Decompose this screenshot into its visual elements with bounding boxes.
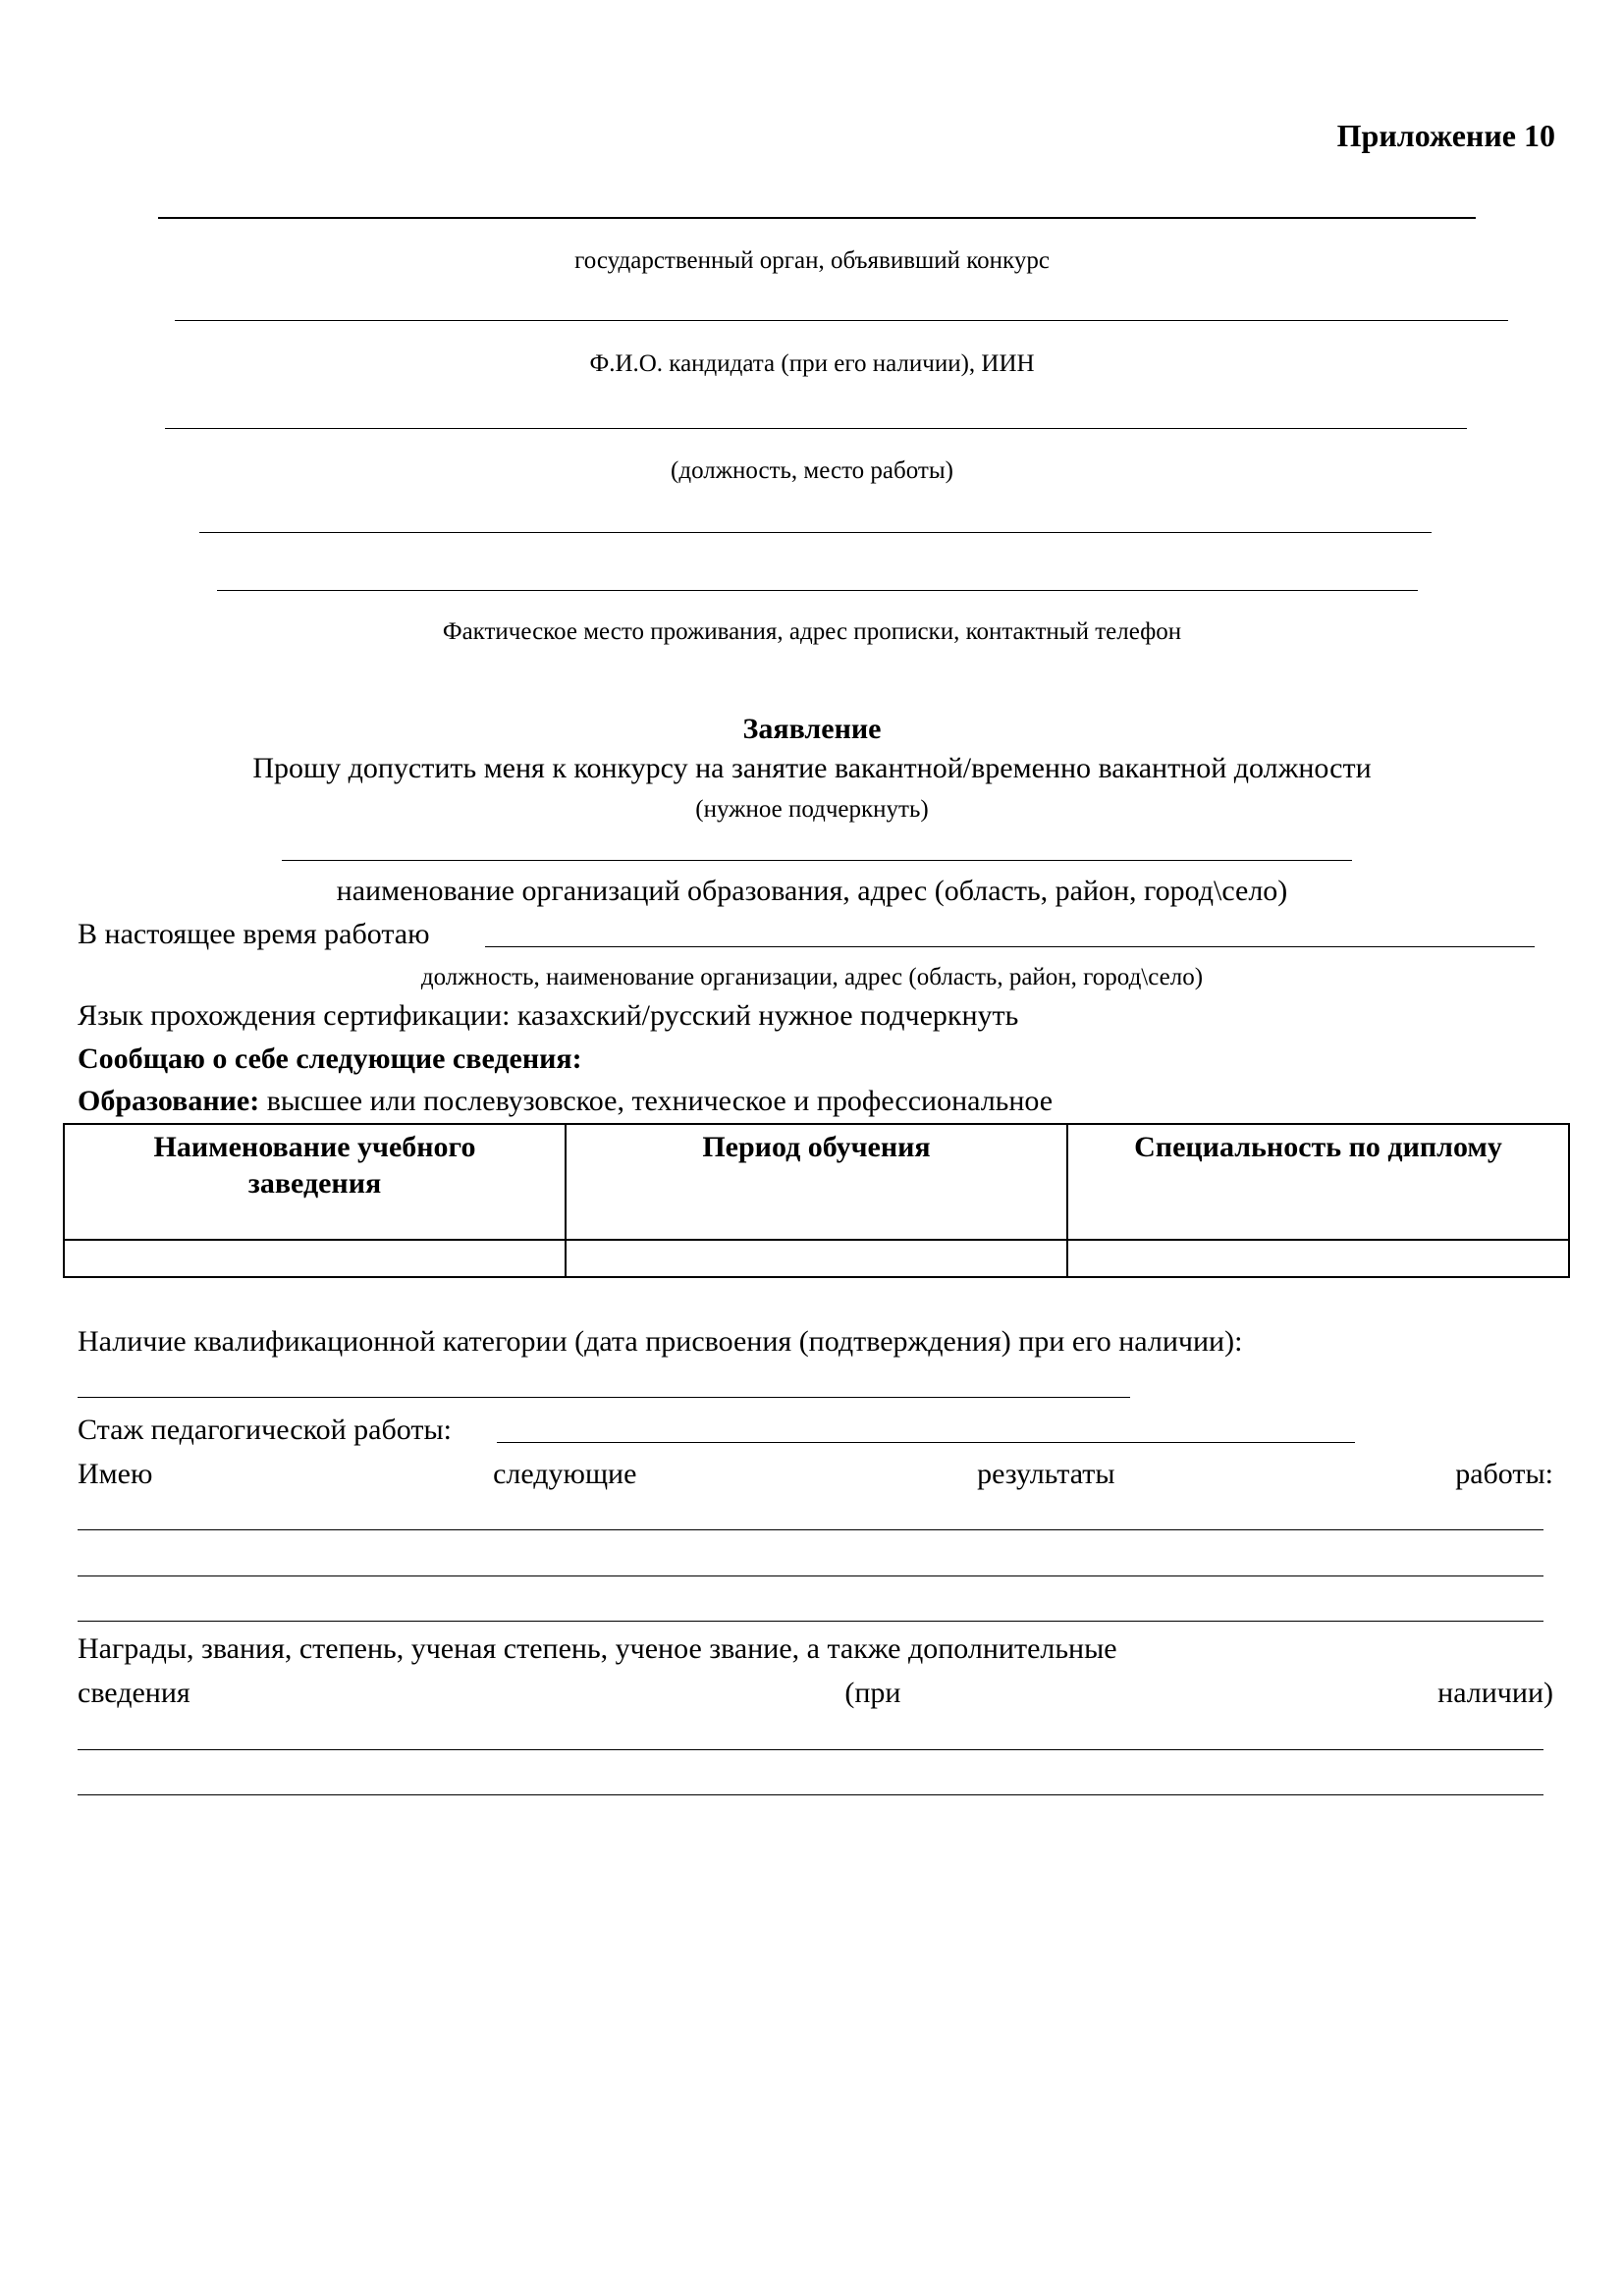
results-line <box>78 1458 1553 1491</box>
candidate-field[interactable] <box>175 320 1508 321</box>
results-field-2[interactable] <box>78 1575 1543 1576</box>
results-field-3[interactable] <box>78 1621 1543 1622</box>
table-header-period: Период обучения <box>566 1124 1067 1240</box>
results-field-1[interactable] <box>78 1529 1543 1530</box>
experience-field[interactable] <box>497 1442 1355 1443</box>
position-caption: (должность, место работы) <box>671 457 953 484</box>
underline-note: (нужное подчеркнуть) <box>695 796 929 823</box>
current-work-caption: должность, наименование организации, адрес (область, район, город\село) <box>420 964 1204 990</box>
position-field[interactable] <box>165 428 1467 429</box>
qualification-label: Наличие квалификационной категории (дата присвоения (подтверждения) при его наличии): <box>78 1325 1243 1358</box>
education-label: Образование: <box>78 1085 260 1117</box>
table-cell-period[interactable] <box>566 1240 1067 1277</box>
statement-title: Заявление <box>742 713 882 745</box>
table-header-institution: Наименование учебного заведения <box>64 1124 566 1240</box>
awards-field-2[interactable] <box>78 1794 1543 1795</box>
awards-line: Награды, звания, степень, ученая степень, ученое звание, а также дополнительные <box>78 1632 1117 1665</box>
about-heading: Сообщаю о себе следующие сведения: <box>78 1042 582 1075</box>
results-word-1: Имею <box>78 1458 153 1490</box>
table-cell-institution[interactable] <box>64 1240 566 1277</box>
current-work-field[interactable] <box>485 946 1535 947</box>
residence-caption: Фактическое место проживания, адрес прописки, контактный телефон <box>442 618 1182 645</box>
current-work-label: В настоящее время работаю <box>78 918 430 950</box>
education-line <box>78 1085 1053 1118</box>
experience-label: Стаж педагогической работы: <box>78 1414 452 1446</box>
results-word-2: следующие <box>493 1458 637 1490</box>
education-text: высшее или послевузовское, техническое и профессиональное <box>259 1085 1054 1117</box>
gov-body-field[interactable] <box>158 217 1476 219</box>
qualification-field[interactable] <box>78 1397 1130 1398</box>
residence-field-1[interactable] <box>199 532 1432 533</box>
organization-field[interactable] <box>282 860 1352 861</box>
awards-continuation <box>78 1677 1553 1710</box>
gov-body-caption: государственный орган, объявивший конкурс <box>574 247 1050 274</box>
awards-word-2: (при <box>844 1677 901 1709</box>
table-header-specialty: Специальность по диплому <box>1067 1124 1569 1240</box>
appendix-label: Приложение 10 <box>1336 118 1555 153</box>
candidate-caption: Ф.И.О. кандидата (при его наличии), ИИН <box>589 350 1035 377</box>
organization-caption: наименование организаций образования, адрес (область, район, город\село) <box>336 875 1288 907</box>
results-word-3: результаты <box>977 1458 1115 1490</box>
table-cell-specialty[interactable] <box>1067 1240 1569 1277</box>
results-word-4: работы: <box>1455 1458 1553 1490</box>
statement-request: Прошу допустить меня к конкурсу на занятие вакантной/временно вакантной должности <box>252 752 1372 784</box>
language-line: Язык прохождения сертификации: казахский/русский нужное подчеркнуть <box>78 999 1019 1032</box>
awards-field-1[interactable] <box>78 1749 1543 1750</box>
education-table <box>63 1123 1570 1278</box>
residence-field-2[interactable] <box>217 590 1418 591</box>
awards-word-3: наличии) <box>1437 1677 1553 1709</box>
awards-word-1: сведения <box>78 1677 190 1709</box>
